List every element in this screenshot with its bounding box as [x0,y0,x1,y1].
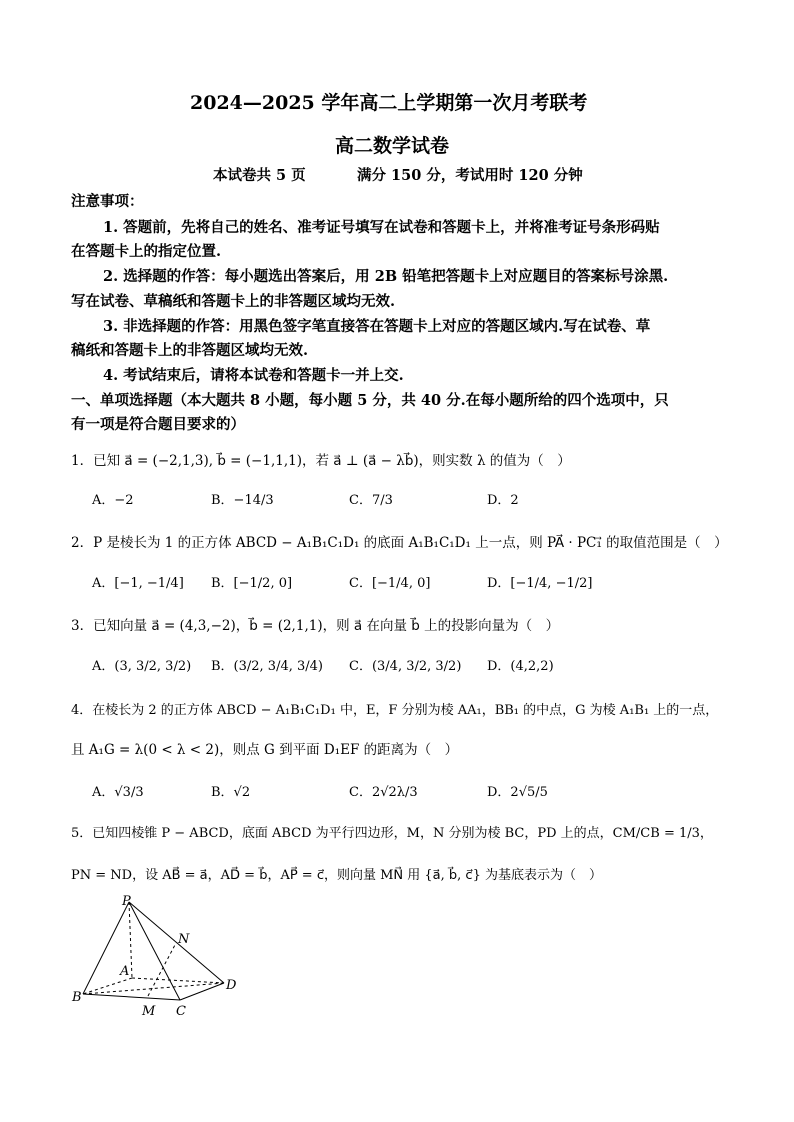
section-1-heading-line-1: 一、单项选择题（本大题共 8 小题，每小题 5 分，共 40 分.在每小题所给的四个选项中，只 [71,392,669,409]
notice-item-3-line-2: 稿纸和答题卡上的非答题区域均无效. [71,342,309,359]
notice-heading: 注意事项： [71,193,144,210]
question-2-option-c: C．[−1/4, 0] [349,576,431,591]
edge-PB [83,902,129,994]
question-4-option-c: C．2√2λ/3 [349,785,418,800]
section-1-heading-line-2: 有一项是符合题目要求的） [71,416,245,433]
exam-subtitle: 高二数学试卷 [335,135,450,157]
label-P: P [122,894,131,909]
exam-info-score: 满分 150 分，考试用时 120 分钟 [357,167,583,184]
question-4-stem-line-1: 4．在棱长为 2 的正方体 ABCD − A₁B₁C₁D₁ 中，E，F 分别为棱 AA₁，BB₁ 的中点，G 为棱 A₁B₁ 上的一点， [71,703,719,718]
question-5-stem-line-1: 5．已知四棱锥 P − ABCD，底面 ABCD 为平行四边形，M，N 分别为棱 BC，PD 上的点，CM/CB = 1/3， [71,826,713,841]
question-5-pyramid-figure [62,893,242,1023]
edge-PC [129,902,180,1000]
notice-item-1-line-1: 1. 答题前，先将自己的姓名、准考证号填写在试卷和答题卡上，并将准考证号条形码贴 [103,219,660,236]
label-A: A [120,964,130,979]
exam-info-pages: 本试卷共 5 页 [213,167,306,184]
question-1-option-b: B．−14/3 [211,493,274,508]
edge-AD [132,978,224,983]
edge-PD [129,902,224,983]
question-4-option-b: B．√2 [211,785,251,800]
question-1-option-a: A．−2 [92,493,134,508]
question-2-option-a: A．[−1, −1/4] [92,576,184,591]
question-2-option-b: B．[−1/2, 0] [211,576,293,591]
question-4-option-a: A．√3/3 [92,785,144,800]
question-3-option-a: A．(3, 3/2, 3/2) [92,659,192,674]
notice-item-2-line-2: 写在试卷、草稿纸和答题卡上的非答题区域均无效. [71,293,396,310]
notice-item-3-line-1: 3. 非选择题的作答：用黑色签字笔直接答在答题卡上对应的答题区域内.写在试卷、草 [103,318,651,335]
question-5-stem-line-2: PN = ND，设 AB⃗ = a⃗，AD⃗ = b⃗，AP⃗ = c⃗，则向量 MN⃗ 用 {a⃗, b⃗, c⃗} 为基底表示为（ ） [71,868,602,883]
question-3-stem: 3．已知向量 a⃗ = (4,3,−2)，b⃗ = (2,1,1)，则 a⃗ 在向量 b⃗ 上的投影向量为（ ） [71,618,560,634]
question-1-option-c: C．7/3 [349,493,393,508]
question-1-option-d: D．2 [487,493,519,508]
question-3-option-b: B．(3/2, 3/4, 3/4) [211,659,323,674]
label-C: C [176,1004,186,1019]
question-4-stem-line-2: 且 A₁G = λ(0 < λ < 2)，则点 G 到平面 D₁EF 的距离为（ ） [71,742,459,758]
notice-item-4: 4. 考试结束后，请将本试卷和答题卡一并上交. [103,367,404,384]
edge-PA [129,902,132,978]
label-N: N [178,932,190,947]
edge-BC [83,994,180,1000]
question-3-option-c: C．(3/4, 3/2, 3/2) [349,659,462,674]
question-1-stem: 1．已知 a⃗ = (−2,1,3), b⃗ = (−1,1,1)，若 a⃗ ⊥ (a⃗ − λb⃗)，则实数 λ 的值为（ ） [71,453,571,469]
label-B: B [72,990,82,1005]
label-M: M [142,1004,156,1019]
label-D: D [226,978,237,993]
question-3-option-d: D．(4,2,2) [487,659,554,674]
exam-title: 2024—2025 学年高二上学期第一次月考联考 [190,92,588,114]
question-2-option-d: D．[−1/4, −1/2] [487,576,593,591]
question-2-stem: 2．P 是棱长为 1 的正方体 ABCD − A₁B₁C₁D₁ 的底面 A₁B₁C₁D₁ 上一点，则 PA⃗ · PC₁⃗ 的取值范围是（ ） [71,535,728,551]
notice-item-1-line-2: 在答题卡上的指定位置. [71,243,222,260]
question-4-option-d: D．2√5/5 [487,785,548,800]
notice-item-2-line-1: 2. 选择题的作答：每小题选出答案后，用 2B 铅笔把答题卡上对应题目的答案标号涂黑. [103,268,669,285]
